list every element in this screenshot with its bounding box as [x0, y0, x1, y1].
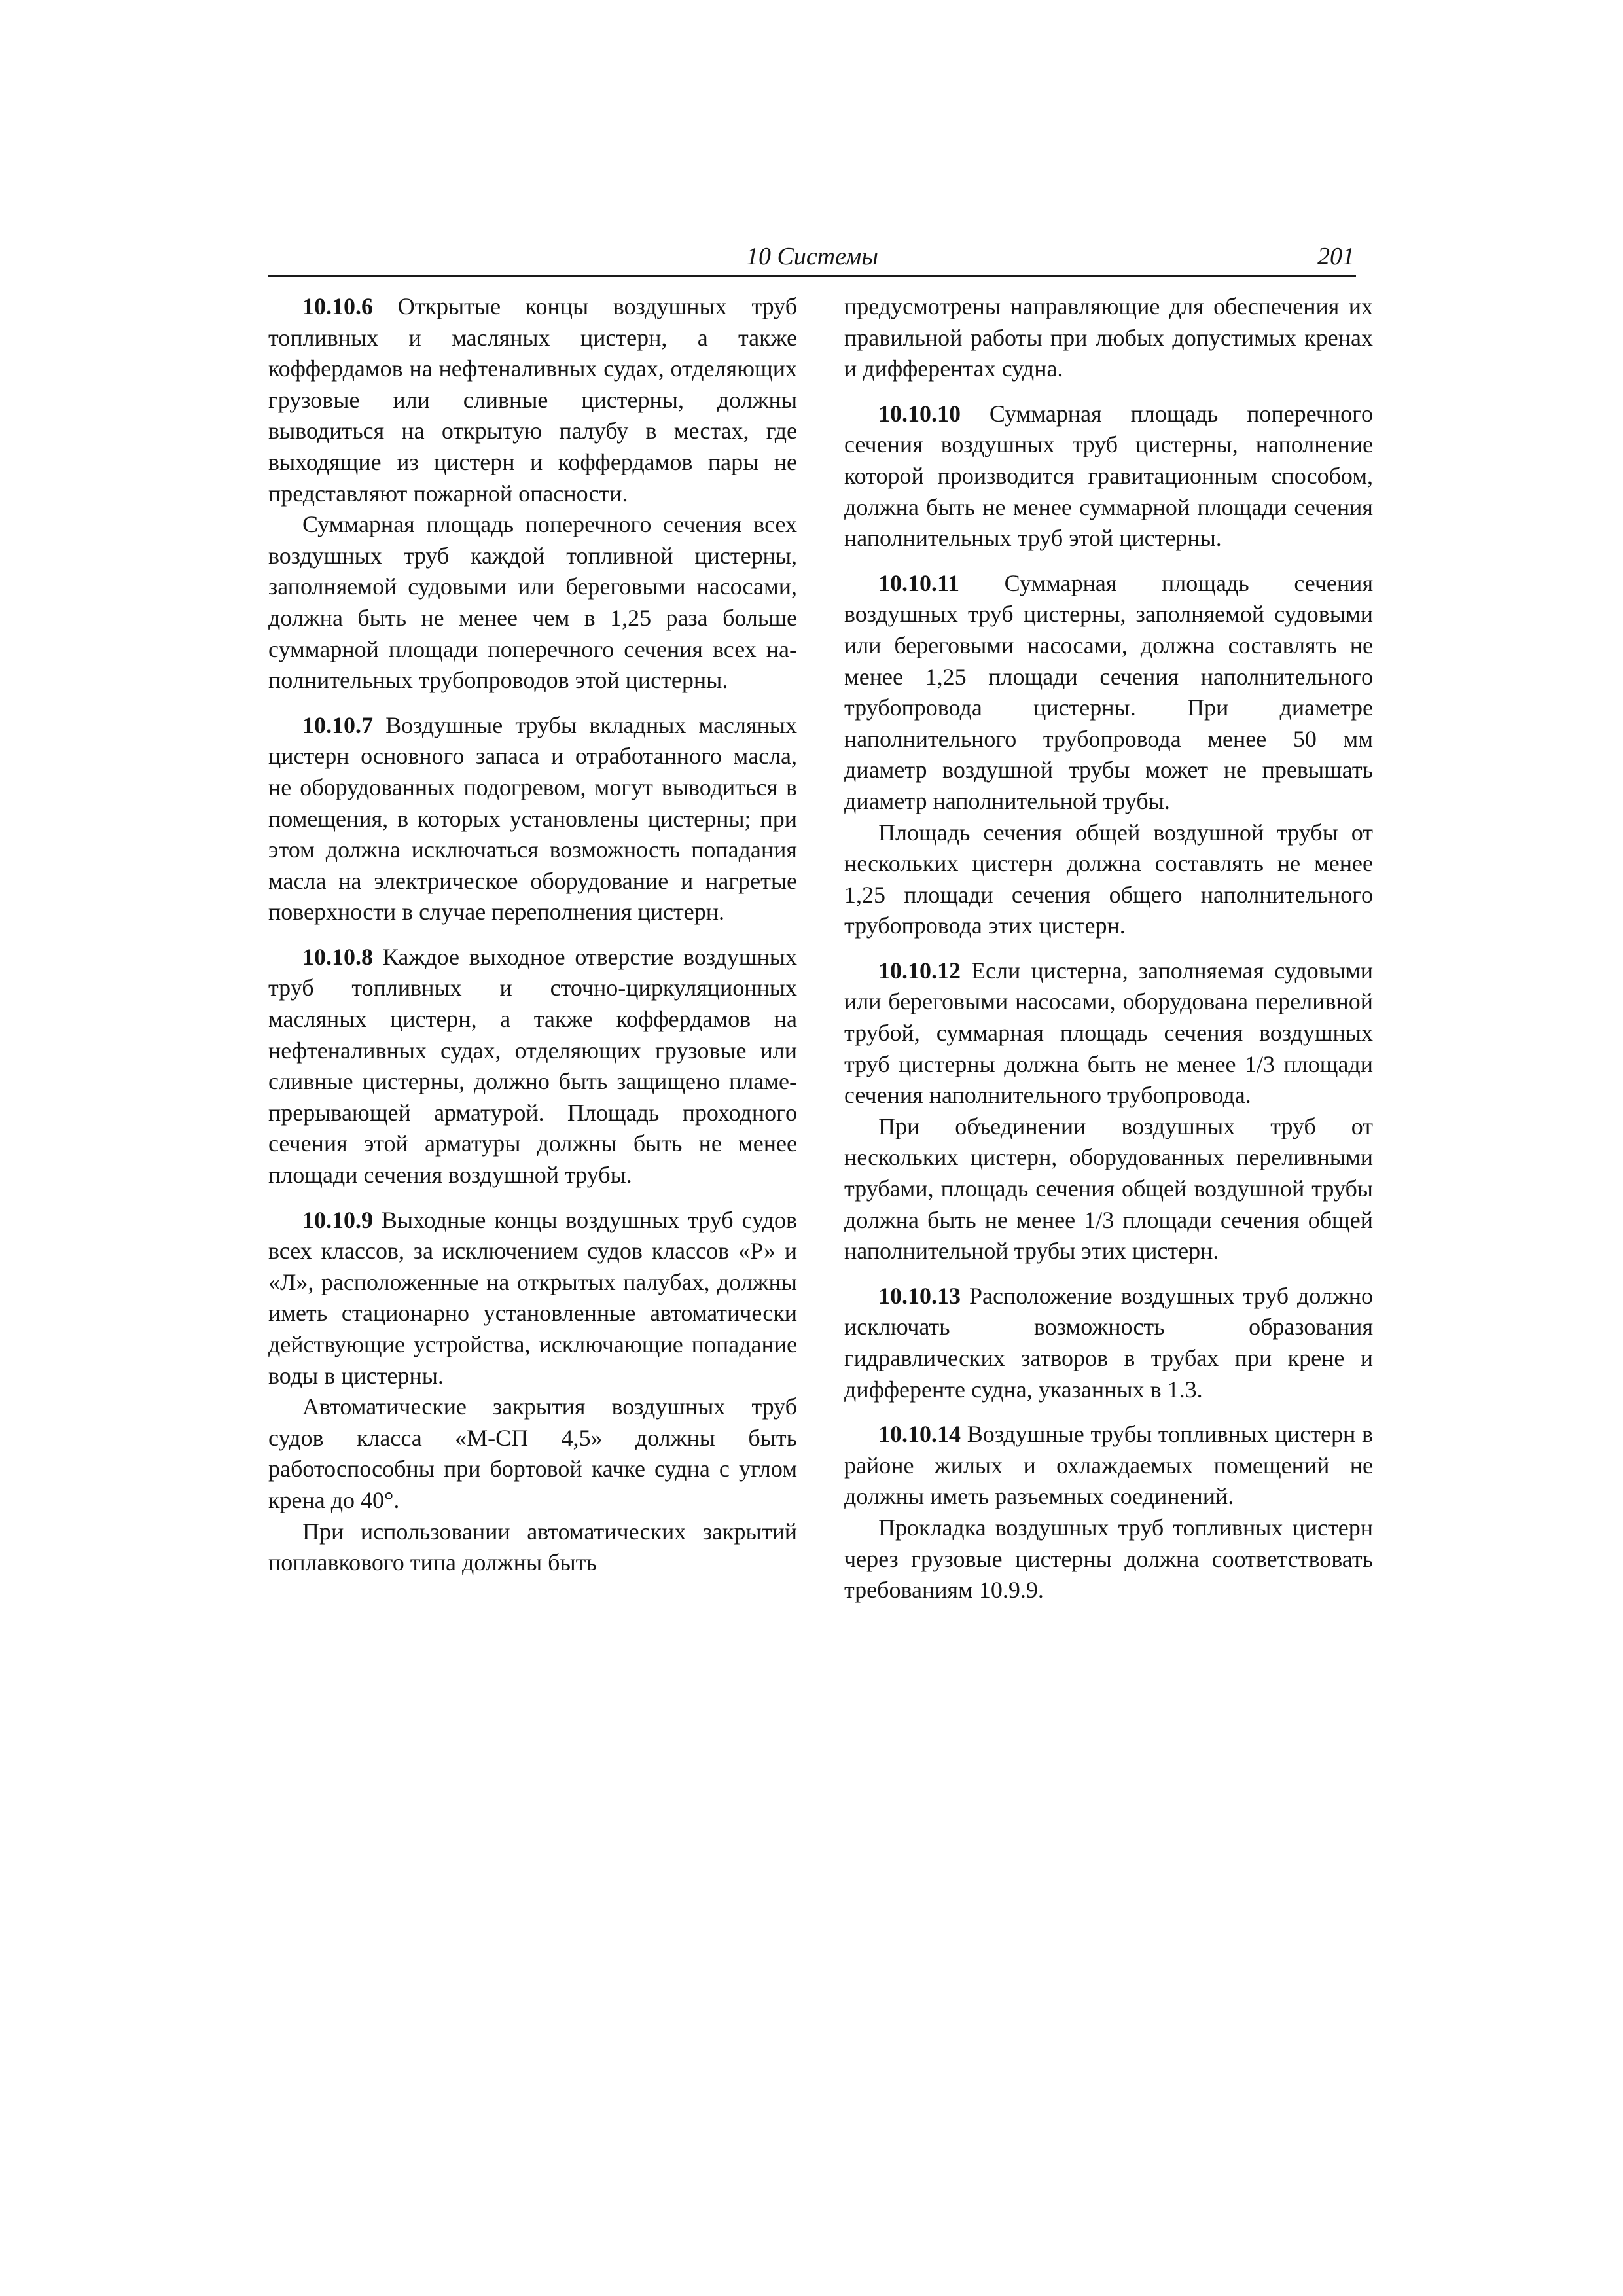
paragraph-10-10-6 [268, 291, 797, 509]
chapter-title: 10 Системы [745, 243, 879, 270]
paragraph [268, 1391, 797, 1516]
paragraph-text: Суммарная площадь сечения воздушных труб цистерны, заполняемой судовыми или береговыми насосами, должна составлять не менее 1,25 площади сечения наполнительного трубопровода цистерны. При диаметре наполнительного трубопровода менее 50 мм диаметр воздушной трубы может не превышать диаметр наполнительной трубы. [844, 569, 1374, 814]
paragraph-text: При использовании автоматических закрытий поплавкового типа должны быть [268, 1518, 797, 1576]
paragraph-text: Если цистерна, заполняемая судовыми или береговыми насосами, оборудована переливной трубой, суммарная площадь сечения воздушных труб цистерны должна быть не менее 1/3 площади сечения наполнительного трубопровода. [844, 957, 1373, 1109]
paragraph-10-10-8 [268, 942, 797, 1191]
clause-number: 10.10.7 [302, 711, 373, 738]
paragraph [844, 1111, 1373, 1267]
paragraph-10-10-13 [844, 1281, 1373, 1405]
clause-number: 10.10.9 [302, 1206, 373, 1233]
paragraph-text: Выходные концы воздушных труб судов всех классов, за исключением судов классов «Р» и «Л», расположенные на открытых палубах, должны иметь стационарно установленные автоматически действующие устройства, исключающие попадание воды в цистерны. [268, 1206, 798, 1389]
paragraph [844, 1513, 1373, 1606]
page-number: 201 [1317, 243, 1355, 270]
left-column [268, 291, 797, 1579]
paragraph-text: Автоматические закрытия воздушных труб судов класса «М-СП 4,5» должны быть работоспособны при бортовой качке судна с углом крена до 40°. [268, 1393, 797, 1513]
paragraph-text: Расположение воздушных труб должно исключать возможность образования гидравлических затворов в трубах при крене и дифференте судна, указанных в 1.3. [844, 1282, 1373, 1403]
paragraph-text: Воздушные трубы вкладных масляных цистерн основного запаса и отработанного масла, не оборудованных подогревом, могут выводиться в помещения, в которых установлены цистерны; при этом должна исключаться возможность попадания масла на электрическое оборудование и нагретые поверхности в случае переполнения цистерн. [268, 711, 797, 925]
paragraph-text: Открытые концы воздушных труб топливных и масляных цистерн, а также коффердамов на нефтеналивных судах, отделяющих грузовые или сливные цистерны, должны выводиться на открытую палубу в местах, где выходящие из цистерн и коффердамов пары не представляют пожарной опасности. [268, 293, 798, 507]
paragraph-text: Суммарная площадь поперечного сечения всех воздушных труб каждой топливной цистерны, заполняемой судовыми или береговыми насосами, должна быть не менее чем в 1,25 раза больше суммарной площади поперечного сечения всех наполнительных трубопроводов этой цистерны. [268, 511, 797, 694]
clause-number: 10.10.8 [302, 943, 373, 970]
paragraph-text: Суммарная площадь поперечного сечения воздушных труб цистерны, наполнение которой производится гравитационным способом, должна быть не менее суммарной площади сечения наполнительных труб этой цистерны. [844, 400, 1373, 552]
paragraph-10-10-12 [844, 956, 1373, 1111]
paragraph-text: Площадь сечения общей воздушной трубы от нескольких цистерн должна составлять не менее 1,25 площади сечения общего наполнительного трубопровода этих цистерн. [844, 819, 1373, 939]
paragraph-continued [844, 291, 1373, 385]
clause-number: 10.10.12 [878, 957, 961, 984]
paragraph-10-10-10 [844, 399, 1373, 554]
paragraph-text: Прокладка воздушных труб топливных цистерн через грузовые цистерны должна соответствовать требованиям 10.9.9. [844, 1514, 1373, 1604]
paragraph-text: предусмотрены направляющие для обеспечения их правильной работы при любых допустимых кренах и дифферентах судна. [844, 293, 1373, 382]
clause-number: 10.10.10 [878, 400, 961, 427]
paragraph [268, 1516, 797, 1579]
paragraph [844, 817, 1373, 942]
paragraph-10-10-9 [268, 1205, 797, 1392]
paragraph-text: При объединении воздушных труб от нескольких цистерн, оборудованных переливными трубами, площадь сечения общей воздушной трубы должна быть не менее 1/3 площади сечения общей наполнительной трубы этих цистерн. [844, 1113, 1373, 1265]
right-column [844, 291, 1373, 1606]
paragraph-text: Воздушные трубы топливных цистерн в районе жилых и охлаждаемых помещений не должны иметь разъемных соединений. [844, 1421, 1374, 1510]
paragraph-10-10-14 [844, 1419, 1373, 1513]
paragraph-10-10-7 [268, 710, 797, 928]
paragraph-text: Каждое выходное отверстие воздушных труб топливных и сточно-циркуляционных масляных цистерн, а также коффердамов на нефтеналивных судах, отделяющих грузовые или сливные цистерны, должно быть защищено пламепрерывающей арматурой. Площадь проходного сечения этой арматуры должны быть не менее площади сечения воздушной трубы. [268, 943, 797, 1189]
running-header [268, 241, 1356, 277]
paragraph-10-10-11 [844, 568, 1373, 817]
clause-number: 10.10.11 [878, 569, 960, 596]
clause-number: 10.10.13 [878, 1282, 961, 1309]
paragraph [268, 509, 797, 696]
clause-number: 10.10.6 [302, 293, 373, 319]
clause-number: 10.10.14 [878, 1421, 961, 1448]
